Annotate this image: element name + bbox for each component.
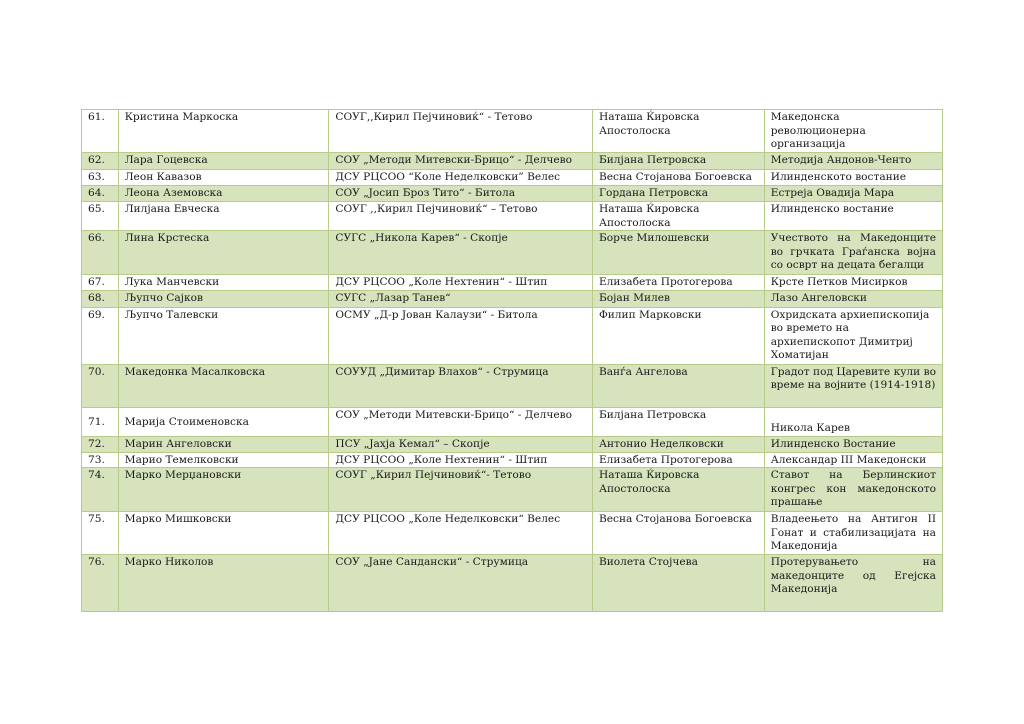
school-name-cell xyxy=(329,452,593,468)
school-name-cell xyxy=(329,231,593,275)
school-name-cell xyxy=(329,290,593,307)
topic-cell xyxy=(764,436,942,452)
topic-cell xyxy=(764,170,942,186)
student-name-cell xyxy=(118,275,329,291)
school-name: СУГС „Никола Карев“ - Скопје xyxy=(335,232,508,244)
row-number-cell xyxy=(82,290,119,307)
row-number: 64. xyxy=(88,187,105,199)
school-name-cell xyxy=(329,186,593,202)
topic: Македонска революционерна организација xyxy=(770,111,866,150)
student-name: Леон Кавазов xyxy=(124,171,202,183)
row-number-cell xyxy=(82,468,119,512)
topic-cell xyxy=(764,110,942,153)
row-number: 63. xyxy=(88,171,105,183)
school-name-cell xyxy=(329,364,593,407)
mentor-name-cell xyxy=(592,364,764,407)
student-name-cell xyxy=(118,468,329,512)
mentor-name: Ванѓа Ангелова xyxy=(598,365,688,378)
student-name-cell xyxy=(118,555,329,612)
table-row xyxy=(82,275,943,291)
topic: Владеењето на Антигон II Гонат и стабилизацијата на Македонија xyxy=(770,513,936,552)
school-name: ПСУ „Јахја Кемал“ – Скопје xyxy=(335,437,490,450)
mentor-name: Весна Стојанова Богоевска xyxy=(598,513,752,525)
topic-cell xyxy=(764,407,942,436)
table-row xyxy=(82,307,943,364)
mentor-name: Билјана Петровска xyxy=(598,408,707,421)
table-row xyxy=(82,512,943,555)
topic: Учеството на Македонците во грчката Граѓанска војна со осврт на децата бегалци xyxy=(770,232,936,271)
student-name: Македонка Масалковска xyxy=(124,365,266,378)
school-name: ДСУ РЦСОО “Коле Неделковски” Велес xyxy=(335,171,561,183)
row-number-cell xyxy=(82,512,119,555)
table-row xyxy=(82,170,943,186)
blank-line xyxy=(771,409,936,423)
mentor-name-cell xyxy=(592,170,764,186)
row-number: 69. xyxy=(88,308,105,321)
competition-table xyxy=(81,109,943,612)
student-name-cell xyxy=(118,153,329,170)
school-name-cell xyxy=(329,512,593,555)
student-name-cell xyxy=(118,186,329,202)
mentor-name-cell xyxy=(592,555,764,612)
topic: Охридската архиепископија во времето на архиепископот Димитриј Хоматијан xyxy=(770,308,930,361)
row-number-cell xyxy=(82,202,119,231)
topic-cell xyxy=(764,202,942,231)
row-number: 73. xyxy=(88,453,105,466)
row-number-cell xyxy=(82,555,119,612)
mentor-name-cell xyxy=(592,186,764,202)
mentor-name: Весна Стојанова Богоевска xyxy=(598,171,752,183)
table-row xyxy=(82,436,943,452)
student-name-cell xyxy=(118,307,329,364)
topic-cell xyxy=(764,153,942,170)
mentor-name: Гордана Петровска xyxy=(598,187,709,199)
row-number-cell xyxy=(82,436,119,452)
student-name-cell xyxy=(118,170,329,186)
mentor-name: Бојан Милев xyxy=(598,291,671,304)
student-name: Лилјана Евческа xyxy=(124,203,220,215)
topic-cell xyxy=(764,555,942,612)
topic: Методија Андонов-Ченто xyxy=(770,154,912,166)
school-name-cell xyxy=(329,436,593,452)
table-row xyxy=(82,110,943,153)
table-row xyxy=(82,555,943,612)
student-name: Марио Темелковски xyxy=(124,453,239,466)
topic: Илинденско Востание xyxy=(770,437,896,450)
mentor-name: Борче Милошевски xyxy=(598,232,710,244)
school-name-cell xyxy=(329,275,593,291)
school-name: ДСУ РЦСОО „Коле Нехтенин“ - Штип xyxy=(335,276,548,288)
mentor-name-cell xyxy=(592,436,764,452)
student-name: Марко Мишковски xyxy=(124,513,232,525)
student-name: Марко Николов xyxy=(124,556,214,568)
table-row xyxy=(82,468,943,512)
school-name-cell xyxy=(329,153,593,170)
mentor-name-cell xyxy=(592,468,764,512)
topic: Протерувањето на македонците од Егејска Македонија xyxy=(770,556,936,595)
mentor-name: Наташа Ќировска Апостолоска xyxy=(598,469,700,495)
topic-cell xyxy=(764,275,942,291)
student-name: Леона Аземовска xyxy=(124,187,223,199)
row-number: 75. xyxy=(88,513,105,525)
topic-cell xyxy=(764,512,942,555)
school-name-cell xyxy=(329,202,593,231)
mentor-name: Наташа Ќировска Апостолоска xyxy=(598,203,700,229)
mentor-name-cell xyxy=(592,231,764,275)
row-number: 62. xyxy=(88,154,105,166)
topic-cell xyxy=(764,364,942,407)
topic-cell xyxy=(764,468,942,512)
row-number: 74. xyxy=(88,469,105,481)
school-name: СОУГ „Кирил Пејчиновиќ“- Тетово xyxy=(335,469,532,481)
topic: Естреја Овадија Мара xyxy=(770,187,895,199)
row-number: 66. xyxy=(88,232,105,244)
mentor-name: Билјана Петровска xyxy=(598,154,707,166)
row-number-cell xyxy=(82,364,119,407)
table-row xyxy=(82,231,943,275)
row-number-cell xyxy=(82,231,119,275)
school-name-cell xyxy=(329,170,593,186)
row-number: 67. xyxy=(88,276,105,288)
mentor-name-cell xyxy=(592,275,764,291)
topic: Илинденско востание xyxy=(770,203,894,215)
table-row xyxy=(82,186,943,202)
row-number: 72. xyxy=(88,437,105,450)
row-number-cell xyxy=(82,186,119,202)
row-number: 70. xyxy=(88,365,105,378)
mentor-name-cell xyxy=(592,153,764,170)
student-name: Марија Стоименовска xyxy=(124,415,249,428)
row-number-cell xyxy=(82,407,119,436)
row-number-cell xyxy=(82,275,119,291)
school-name: ДСУ РЦСОО „Коле Нехтенин“ - Штип xyxy=(335,453,548,466)
school-name: СОУУД „Димитар Влахов“ - Струмица xyxy=(335,365,549,378)
topic: Лазо Ангеловски xyxy=(770,291,867,304)
table-body xyxy=(82,110,943,612)
mentor-name-cell xyxy=(592,407,764,436)
student-name: Марин Ангеловски xyxy=(124,437,232,450)
mentor-name-cell xyxy=(592,512,764,555)
row-number-cell xyxy=(82,170,119,186)
row-number: 65. xyxy=(88,203,105,215)
table-row xyxy=(82,290,943,307)
student-name: Љупчо Талевски xyxy=(124,308,219,321)
topic-cell xyxy=(764,231,942,275)
row-number: 71. xyxy=(88,415,105,428)
table-row xyxy=(82,364,943,407)
student-name: Лара Гоцевска xyxy=(124,154,208,166)
table-row xyxy=(82,153,943,170)
topic-cell xyxy=(764,307,942,364)
table-row xyxy=(82,202,943,231)
row-number-cell xyxy=(82,452,119,468)
topic-cell xyxy=(764,290,942,307)
mentor-name-cell xyxy=(592,307,764,364)
student-name: Љупчо Сајков xyxy=(124,291,203,304)
mentor-name: Антонио Неделковски xyxy=(598,437,724,450)
school-name: СОУ „Јане Сандански“ - Струмица xyxy=(335,556,529,568)
mentor-name: Елизабета Протогерова xyxy=(598,453,733,466)
student-name-cell xyxy=(118,512,329,555)
row-number-cell xyxy=(82,110,119,153)
mentor-name-cell xyxy=(592,110,764,153)
school-name: СОУ „Јосип Броз Тито“ - Битола xyxy=(335,187,516,199)
student-name-cell xyxy=(118,202,329,231)
school-name: ОСМУ „Д-р Јован Калаузи“ - Битола xyxy=(335,308,538,321)
topic: Никола Карев xyxy=(770,422,850,434)
table-row xyxy=(82,407,943,436)
school-name: СОУ „Методи Митевски-Брицо“ - Делчево xyxy=(335,154,572,166)
student-name-cell xyxy=(118,452,329,468)
student-name-cell xyxy=(118,290,329,307)
student-name: Марко Мерџановски xyxy=(124,469,242,481)
student-name-cell xyxy=(118,110,329,153)
mentor-name: Елизабета Протогерова xyxy=(598,276,733,288)
mentor-name: Виолета Стојчева xyxy=(598,556,698,568)
student-name-cell xyxy=(118,231,329,275)
school-name: СОУГ,,Кирил Пејчиновиќ“ - Тетово xyxy=(335,111,533,123)
row-number: 76. xyxy=(88,556,105,568)
mentor-name-cell xyxy=(592,290,764,307)
student-name-cell xyxy=(118,364,329,407)
school-name: СОУГ ,,Кирил Пејчиновиќ“ – Тетово xyxy=(335,203,538,215)
topic: Крсте Петков Мисирков xyxy=(770,276,908,288)
mentor-name: Филип Марковски xyxy=(598,308,702,321)
student-name-cell xyxy=(118,407,329,436)
school-name-cell xyxy=(329,307,593,364)
school-name: СОУ „Методи Митевски-Брицо“ - Делчево xyxy=(335,408,572,421)
topic: Градот под Царевите кули во време на војните (1914-1918) xyxy=(770,365,936,391)
topic: Александар III Македонски xyxy=(770,453,927,466)
topic-cell xyxy=(764,452,942,468)
student-name: Кристина Маркоска xyxy=(124,111,239,123)
student-name: Лука Манчевски xyxy=(124,276,220,288)
mentor-name-cell xyxy=(592,202,764,231)
row-number: 68. xyxy=(88,291,105,304)
school-name-cell xyxy=(329,110,593,153)
school-name: СУГС „Лазар Танев“ xyxy=(335,291,451,304)
row-number-cell xyxy=(82,153,119,170)
student-name: Лина Крстеска xyxy=(124,232,210,244)
table-row xyxy=(82,452,943,468)
student-name-cell xyxy=(118,436,329,452)
topic: Илинденското востание xyxy=(770,171,907,183)
row-number: 61. xyxy=(88,111,105,123)
school-name: ДСУ РЦСОО „Коле Неделковски“ Велес xyxy=(335,513,561,525)
topic: Ставот на Берлинскиот конгрес кон македонското прашање xyxy=(770,469,936,508)
mentor-name-cell xyxy=(592,452,764,468)
topic-cell xyxy=(764,186,942,202)
school-name-cell xyxy=(329,468,593,512)
school-name-cell xyxy=(329,407,593,436)
row-number-cell xyxy=(82,307,119,364)
mentor-name: Наташа Ќировска Апостолоска xyxy=(598,111,700,137)
school-name-cell xyxy=(329,555,593,612)
